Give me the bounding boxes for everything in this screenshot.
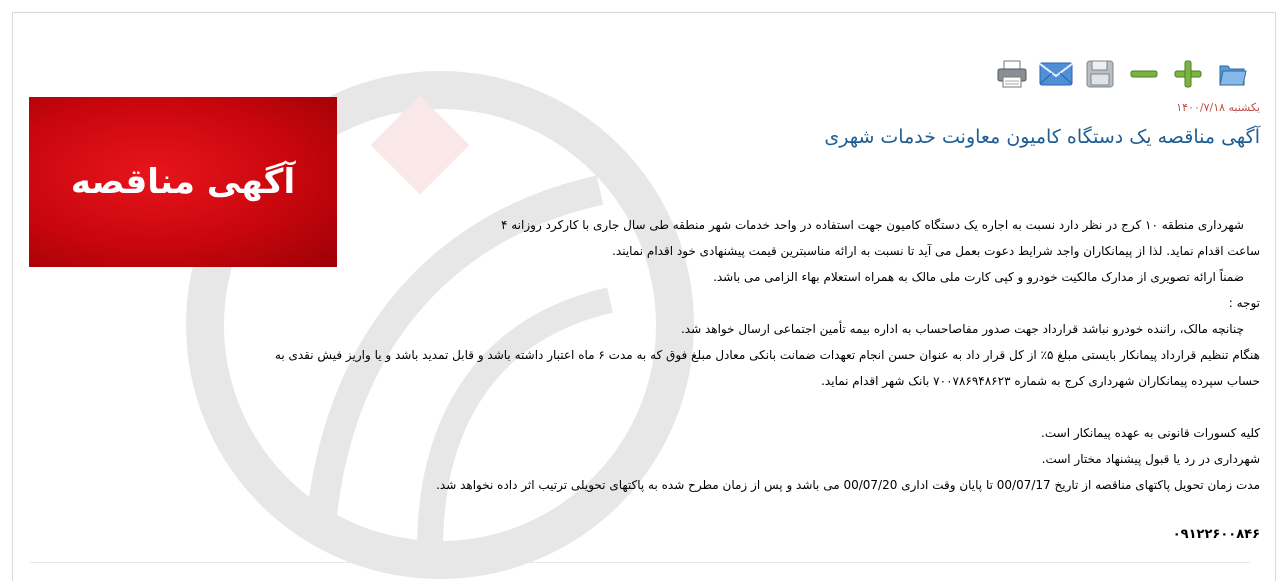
print-icon[interactable] bbox=[994, 58, 1030, 90]
paragraph: شهرداری در رد یا قبول پیشنهاد مختار است. bbox=[1041, 452, 1260, 466]
note-heading: توجه : bbox=[1228, 296, 1260, 310]
email-icon[interactable] bbox=[1038, 58, 1074, 90]
article-body bbox=[230, 212, 1260, 498]
save-icon[interactable] bbox=[1082, 58, 1118, 90]
article-title[interactable]: آگهی مناقصه یک دستگاه کامیون معاونت خدمات شهری bbox=[824, 126, 1260, 148]
contact-phone: ۰۹۱۲۲۶۰۰۸۴۶ bbox=[1172, 527, 1260, 542]
zoom-out-icon[interactable] bbox=[1126, 58, 1162, 90]
paragraph: هنگام تنظیم قرارداد پیمانکار بایستی مبلغ ۵٪ از کل قرار داد به عنوان حسن انجام تعهدات ضمانت بانکی معادل مبلغ فوق که به مدت ۶ ماه اعتبار داشته باشد و قابل تمدید باشد و یا واریز فیش نقدی به bbox=[274, 348, 1260, 362]
paragraph: چنانچه مالک، راننده خودرو نباشد قرارداد جهت صدور مفاصاحساب به اداره بیمه تأمین اجتماعی ارسال خواهد شد. bbox=[680, 322, 1244, 336]
paragraph: کلیه کسورات قانونی به عهده پیمانکار است. bbox=[1041, 426, 1260, 440]
folder-icon[interactable] bbox=[1214, 58, 1250, 90]
banner-text: آگهی مناقصه bbox=[70, 162, 296, 202]
paragraph: شهرداری منطقه ۱۰ کرج در نظر دارد نسبت به اجاره یک دستگاه کامیون جهت استفاده در واحد خدمات شهر منطقه طی سال جاری با کارکرد روزانه ۴ bbox=[500, 218, 1244, 232]
spacer bbox=[230, 394, 1260, 420]
paragraph: ساعت اقدام نماید. لذا از پیمانکاران واجد شرایط دعوت بعمل می آید تا نسبت به ارائه مناسبترین قیمت پیشنهادی خود اقدام نمایند. bbox=[612, 244, 1260, 258]
article-toolbar bbox=[994, 58, 1250, 90]
paragraph: ضمناً ارائه تصویری از مدارک مالکیت خودرو و کپی کارت ملی مالک به همراه استعلام بهاء الزامی می باشد. bbox=[713, 270, 1244, 284]
paragraph: مدت زمان تحویل پاکتهای مناقصه از تاریخ 00/07/17 تا پایان وقت اداری 00/07/20 می باشد و پس از زمان مطرح شده به پاکتهای تحویلی ترتیب اثر داده نخواهد شد. bbox=[436, 478, 1260, 492]
zoom-in-icon[interactable] bbox=[1170, 58, 1206, 90]
divider bbox=[30, 562, 1250, 563]
paragraph: حساب سپرده پیمانکاران شهرداری کرج به شماره ۷۰۰۷۸۶۹۴۸۶۲۳ بانک شهر اقدام نماید. bbox=[821, 374, 1260, 388]
article-date: یکشنبه ۱۴۰۰/۷/۱۸ bbox=[1176, 101, 1260, 114]
